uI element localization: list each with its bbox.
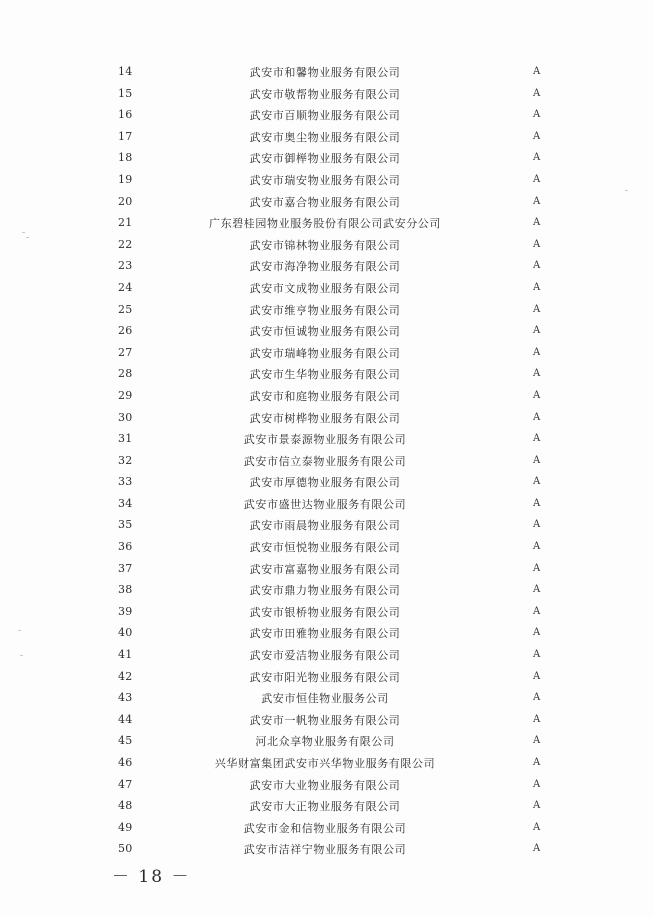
company-name: 兴华财富集团武安市兴华物业服务有限公司 <box>214 757 436 770</box>
company-name: 武安市奥尘物业服务有限公司 <box>249 130 401 144</box>
table-row <box>0 364 654 386</box>
rating-grade: A <box>533 260 541 272</box>
rating-grade: A <box>533 497 541 509</box>
table-row <box>0 515 654 537</box>
rating-grade: A <box>533 476 541 488</box>
row-number: 23 <box>118 259 133 273</box>
row-number: 25 <box>118 302 133 316</box>
table-row <box>0 148 654 170</box>
row-number: 15 <box>118 86 133 100</box>
row-number: 37 <box>118 561 133 575</box>
rating-grade: A <box>533 649 541 661</box>
company-name: 武安市维亨物业服务有限公司 <box>249 303 401 317</box>
company-name: 武安市田雅物业服务有限公司 <box>249 627 401 641</box>
rating-grade: A <box>533 281 541 293</box>
rating-grade: A <box>533 584 541 596</box>
row-number: 19 <box>118 172 133 186</box>
rating-grade: A <box>533 238 541 250</box>
table-row <box>0 62 654 84</box>
table-row <box>0 386 654 408</box>
rating-grade: A <box>533 325 541 337</box>
company-name: 武安市瑞安物业服务有限公司 <box>249 173 401 187</box>
company-name: 武安市和庭物业服务有限公司 <box>249 389 401 403</box>
table-row <box>0 753 654 775</box>
scan-speck <box>22 232 25 233</box>
company-name: 武安市阳光物业服务有限公司 <box>249 670 401 684</box>
company-name: 武安市富嘉物业服务有限公司 <box>249 562 401 576</box>
rating-grade: A <box>533 217 541 229</box>
table-row <box>0 580 654 602</box>
table-row <box>0 408 654 430</box>
company-name: 武安市雨晨物业服务有限公司 <box>249 519 401 533</box>
row-number: 29 <box>118 388 133 402</box>
rating-grade: A <box>533 627 541 639</box>
company-name: 武安市爱洁物业服务有限公司 <box>249 649 401 663</box>
table-row <box>0 321 654 343</box>
row-number: 27 <box>118 345 133 359</box>
table-row <box>0 559 654 581</box>
table-row <box>0 105 654 127</box>
table-row <box>0 494 654 516</box>
row-number: 44 <box>118 712 133 726</box>
table-row <box>0 688 654 710</box>
table-row <box>0 710 654 732</box>
table-row <box>0 127 654 149</box>
row-number: 17 <box>118 129 133 143</box>
row-number: 31 <box>118 432 133 446</box>
company-name: 武安市文成物业服务有限公司 <box>249 281 401 295</box>
company-name: 武安市御榉物业服务有限公司 <box>249 152 401 166</box>
row-number: 41 <box>118 648 133 662</box>
table-row <box>0 451 654 473</box>
company-name: 武安市嘉合物业服务有限公司 <box>249 195 401 209</box>
row-number: 45 <box>118 734 133 748</box>
rating-grade: A <box>533 562 541 574</box>
rating-grade: A <box>533 843 541 855</box>
table-row <box>0 472 654 494</box>
row-number: 28 <box>118 367 133 381</box>
row-number: 16 <box>118 108 133 122</box>
company-name: 武安市恒诚物业服务有限公司 <box>249 325 401 339</box>
row-number: 40 <box>118 626 133 640</box>
rating-grade: A <box>533 670 541 682</box>
table-row <box>0 602 654 624</box>
rating-grade: A <box>533 346 541 358</box>
row-number: 18 <box>118 151 133 165</box>
row-number: 43 <box>118 691 133 705</box>
table-row <box>0 667 654 689</box>
company-name: 武安市大正物业服务有限公司 <box>249 800 401 814</box>
row-number: 49 <box>118 820 133 834</box>
row-number: 24 <box>118 280 133 294</box>
table-row <box>0 256 654 278</box>
company-name: 武安市恒悦物业服务有限公司 <box>249 541 401 555</box>
row-number: 35 <box>118 518 133 532</box>
scan-speck <box>26 237 29 238</box>
rating-grade: A <box>533 109 541 121</box>
company-name: 武安市恒佳物业服务公司 <box>261 692 389 706</box>
row-number: 42 <box>118 669 133 683</box>
company-name: 武安市大业物业服务有限公司 <box>249 778 401 792</box>
row-number: 30 <box>118 410 133 424</box>
table-row <box>0 731 654 753</box>
table-row <box>0 235 654 257</box>
company-rating-list <box>0 62 654 861</box>
row-number: 38 <box>118 583 133 597</box>
company-name: 武安市树桦物业服务有限公司 <box>249 411 401 425</box>
company-name: 武安市厚德物业服务有限公司 <box>249 476 401 490</box>
row-number: 48 <box>118 799 133 813</box>
table-row <box>0 343 654 365</box>
row-number: 20 <box>118 194 133 208</box>
row-number: 50 <box>118 842 133 856</box>
rating-grade: A <box>533 173 541 185</box>
rating-grade: A <box>533 713 541 725</box>
scan-speck <box>625 190 628 191</box>
table-row <box>0 278 654 300</box>
table-row <box>0 429 654 451</box>
page-number: － 18 － <box>112 867 191 887</box>
rating-grade: A <box>533 778 541 790</box>
row-number: 36 <box>118 540 133 554</box>
company-name: 武安市信立泰物业服务有限公司 <box>243 454 407 468</box>
rating-grade: A <box>533 757 541 768</box>
rating-grade: A <box>533 605 541 617</box>
rating-grade: A <box>533 66 541 77</box>
rating-grade: A <box>533 411 541 423</box>
table-row <box>0 645 654 667</box>
rating-grade: A <box>533 541 541 553</box>
table-row <box>0 300 654 322</box>
company-name: 武安市锦林物业服务有限公司 <box>249 238 401 252</box>
table-row <box>0 839 654 861</box>
company-name: 武安市金和信物业服务有限公司 <box>243 821 407 835</box>
table-row <box>0 213 654 235</box>
table-row <box>0 537 654 559</box>
company-name: 武安市敬帮物业服务有限公司 <box>249 87 401 101</box>
rating-grade: A <box>533 821 541 833</box>
company-name: 武安市鼎力物业服务有限公司 <box>249 584 401 598</box>
row-number: 39 <box>118 604 133 618</box>
row-number: 34 <box>118 496 133 510</box>
row-number: 22 <box>118 237 133 251</box>
table-row <box>0 623 654 645</box>
rating-grade: A <box>533 303 541 315</box>
company-name: 武安市瑞峰物业服务有限公司 <box>249 346 401 360</box>
table-row <box>0 818 654 840</box>
rating-grade: A <box>533 800 541 812</box>
rating-grade: A <box>533 519 541 531</box>
row-number: 21 <box>118 216 133 230</box>
company-name: 武安市一帆物业服务有限公司 <box>249 713 401 727</box>
scan-speck <box>18 630 21 631</box>
rating-grade: A <box>533 735 541 747</box>
row-number: 47 <box>118 777 133 791</box>
row-number: 33 <box>118 475 133 489</box>
company-name: 广东碧桂园物业服务股份有限公司武安分公司 <box>209 217 441 231</box>
rating-grade: A <box>533 87 541 99</box>
table-row <box>0 170 654 192</box>
rating-grade: A <box>533 368 541 380</box>
row-number: 26 <box>118 324 133 338</box>
company-name: 武安市景泰源物业服务有限公司 <box>243 433 407 447</box>
company-name: 武安市盛世达物业服务有限公司 <box>243 497 407 511</box>
rating-grade: A <box>533 692 541 704</box>
table-row <box>0 192 654 214</box>
company-name: 武安市和馨物业服务有限公司 <box>249 66 401 79</box>
table-row <box>0 84 654 106</box>
rating-grade: A <box>533 389 541 401</box>
row-number: 14 <box>118 65 133 78</box>
rating-grade: A <box>533 433 541 445</box>
rating-grade: A <box>533 195 541 207</box>
table-row <box>0 796 654 818</box>
company-name: 武安市百顺物业服务有限公司 <box>249 109 401 123</box>
row-number: 32 <box>118 453 133 467</box>
company-name: 武安市生华物业服务有限公司 <box>249 368 401 382</box>
rating-grade: A <box>533 152 541 164</box>
company-name: 河北众享物业服务有限公司 <box>255 735 395 749</box>
rating-grade: A <box>533 130 541 142</box>
rating-grade: A <box>533 454 541 466</box>
company-name: 武安市银桥物业服务有限公司 <box>249 605 401 619</box>
company-name: 武安市海净物业服务有限公司 <box>249 260 401 274</box>
table-row <box>0 775 654 797</box>
company-name: 武安市洁祥宁物业服务有限公司 <box>243 843 407 857</box>
row-number: 46 <box>118 756 133 769</box>
scan-speck <box>20 655 23 656</box>
